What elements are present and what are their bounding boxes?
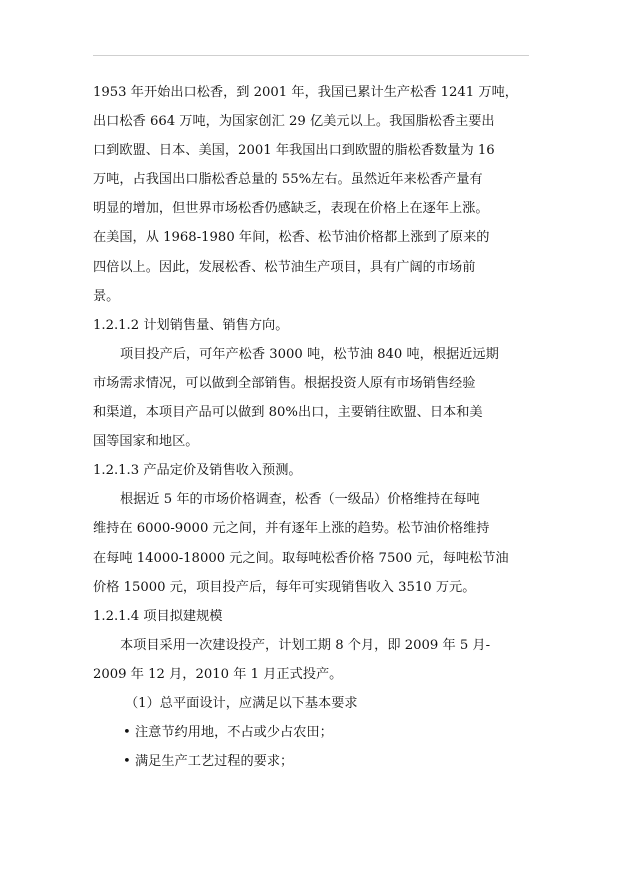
section-heading: 1.2.1.2 计划销售量、销售方向。 bbox=[93, 317, 289, 333]
paragraph-line: 在每吨 14000-18000 元之间。取每吨松香价格 7500 元，每吨松节油 bbox=[93, 550, 509, 566]
paragraph-line: 在美国，从 1968-1980 年间，松香、松节油价格都上涨到了原来的 bbox=[93, 230, 490, 246]
paragraph-line: 1953 年开始出口松香，到 2001 年，我国已累计生产松香 1241 万吨， bbox=[93, 85, 518, 100]
bullet-item: • 注意节约用地，不占或少占农田； bbox=[123, 725, 333, 741]
header-rule bbox=[93, 55, 529, 56]
bullet-item: • 满足生产工艺过程的要求； bbox=[123, 754, 294, 770]
paragraph-line: 国等国家和地区。 bbox=[93, 434, 199, 450]
paragraph-line: 口到欧盟、日本、美国，2001 年我国出口到欧盟的脂松香数量为 16 bbox=[93, 143, 495, 159]
paragraph-line: 项目投产后，可年产松香 3000 吨，松节油 840 吨，根据近远期 bbox=[120, 346, 499, 362]
paragraph-line: 和渠道，本项目产品可以做到 80%出口，主要销往欧盟、日本和美 bbox=[93, 405, 483, 421]
paragraph-line: 价格 15000 元，项目投产后，每年可实现销售收入 3510 万元。 bbox=[93, 579, 476, 595]
paragraph-line: 市场需求情况，可以做到全部销售。根据投资人原有市场销售经验 bbox=[93, 375, 476, 391]
paragraph-line: 出口松香 664 万吨，为国家创汇 29 亿美元以上。我国脂松香主要出 bbox=[93, 114, 495, 130]
paragraph-line: 本项目采用一次建设投产，计划工期 8 个月，即 2009 年 5 月- bbox=[120, 637, 491, 653]
section-heading: 1.2.1.3 产品定价及销售收入预测。 bbox=[93, 463, 302, 479]
paragraph-line: 根据近 5 年的市场价格调查，松香（一级品）价格维持在每吨 bbox=[120, 492, 480, 508]
document-body bbox=[93, 78, 533, 776]
paragraph-line: 明显的增加，但世界市场松香仍感缺乏，表现在价格上在逐年上涨。 bbox=[93, 201, 489, 217]
paragraph-line: 四倍以上。因此，发展松香、松节油生产项目，具有广阔的市场前 bbox=[93, 259, 476, 275]
section-heading: 1.2.1.4 项目拟建规模 bbox=[93, 608, 223, 624]
paragraph-line: 2009 年 12 月，2010 年 1 月正式投产。 bbox=[93, 666, 343, 682]
paragraph-line: 维持在 6000-9000 元之间，并有逐年上涨的趋势。松节油价格维持 bbox=[93, 521, 490, 537]
requirement-title: （1）总平面设计，应满足以下基本要求 bbox=[125, 695, 358, 711]
paragraph-line: 万吨，占我国出口脂松香总量的 55%左右。虽然近年来松香产量有 bbox=[93, 172, 483, 188]
paragraph-line: 景。 bbox=[93, 288, 120, 304]
